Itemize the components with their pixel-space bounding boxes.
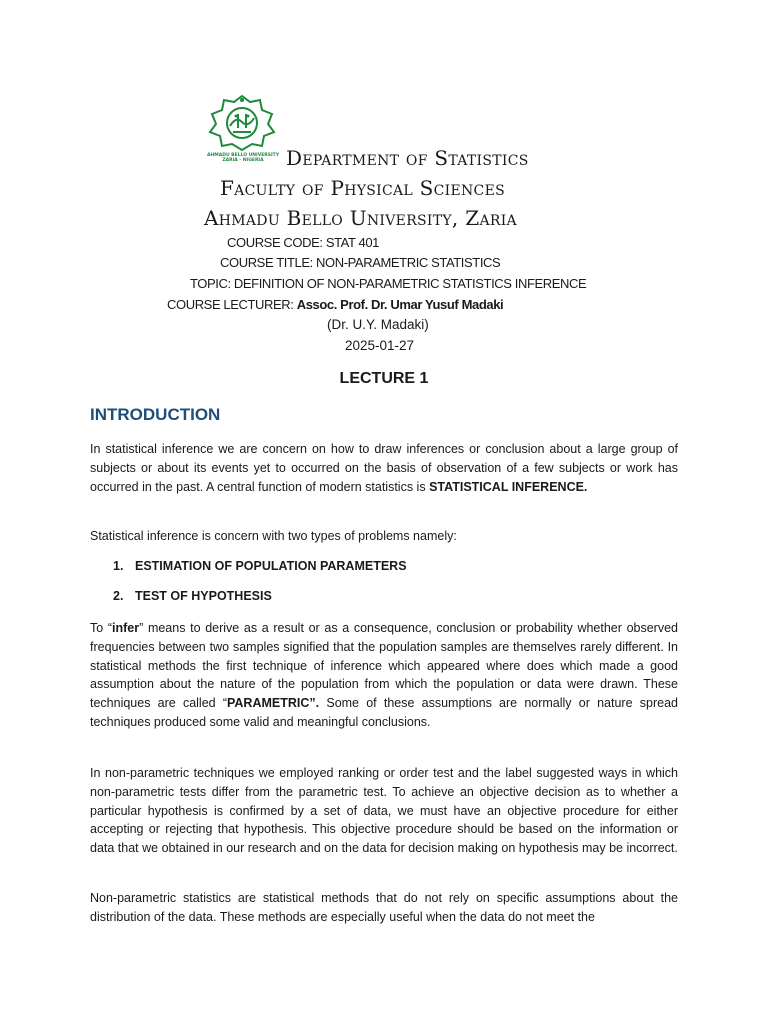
paragraph-3-bold-parametric: PARAMETRIC”.: [227, 696, 320, 711]
paragraph-4: In non-parametric techniques we employed ranking or order test and the label suggested ways in which non-parametric tests differ from the parametric test. To achieve an objective decision as to whether a particular hypothesis is confirmed by a set of data, we must have an objective procedure for either accepting or rejecting that hypothesis. This objective procedure should be based on the information or data that we obtained in our research and on the data for decision making on hypothesis may be incorrect.: [90, 766, 678, 856]
lecture-date: 2025-01-27: [345, 338, 415, 353]
lecturer-short-name: (Dr. U.Y. Madaki): [327, 317, 429, 332]
list-item: [113, 559, 407, 573]
faculty-title: Faculty of Physical Sciences: [220, 176, 505, 200]
lecture-title: LECTURE 1: [339, 370, 429, 387]
course-code: COURSE CODE: STAT 401: [227, 235, 379, 250]
course-title: COURSE TITLE: NON-PARAMETRIC STATISTICS: [220, 255, 501, 270]
paragraph-3-part-a: To “: [90, 621, 113, 635]
course-topic: TOPIC: DEFINITION OF NON-PARAMETRIC STATISTICS INFERENCE: [190, 276, 587, 291]
lecturer-name: Assoc. Prof. Dr. Umar Yusuf Madaki: [296, 297, 504, 312]
university-title: Ahmadu Bello University, Zaria: [204, 206, 517, 230]
paragraph-3-part-c: Some of these assumptions are normally or nature spread techniques produced some valid and meaningful conclusions.: [90, 696, 678, 729]
list-item-number: 2.: [113, 589, 124, 603]
list-item: [113, 589, 272, 603]
paragraph-5: Non-parametric statistics are statistical methods that do not rely on specific assumptions about the distribution of the data. These methods are especially useful when the data do not meet the: [90, 891, 678, 924]
university-seal-icon: [200, 92, 284, 154]
paragraph-3-part-b: ” means to derive as a result or as a consequence, conclusion or probability whether observed frequencies between two samples signified that the population samples are themselves rarely different. In statistical methods the first technique of inference which appeared where does which made a good assumption about the nature of the population from which the population or data were drawn. These techniques are called “: [90, 621, 678, 711]
department-title: Department of Statistics: [286, 146, 529, 170]
logo-caption: [202, 153, 284, 163]
lecturer-label: COURSE LECTURER:: [167, 297, 297, 312]
section-heading: INTRODUCTION: [90, 405, 221, 424]
list-item-text: TEST OF HYPOTHESIS: [135, 589, 272, 603]
logo-caption-line1: AHMADU BELLO UNIVERSITY: [207, 153, 279, 158]
course-lecturer: [167, 297, 503, 312]
paragraph-1-bold: STATISTICAL INFERENCE.: [429, 479, 588, 494]
paragraph-2: Statistical inference is concern with two types of problems namely:: [90, 529, 457, 543]
paragraph-1-text: In statistical inference we are concern on how to draw inferences or conclusion about a large group of subjects or about its events yet to occurred on the basis of observation of a few subjects or work has occurred in the past. A central function of modern statistics is: [90, 442, 678, 494]
list-item-text: ESTIMATION OF POPULATION PARAMETERS: [135, 559, 407, 573]
paragraph-3-bold-infer: infer: [112, 621, 140, 635]
paragraph-3: [90, 619, 678, 732]
paragraph-1: [90, 440, 678, 496]
logo-caption-line2: ZARIA - NIGERIA: [222, 158, 264, 163]
list-item-number: 1.: [113, 559, 124, 573]
